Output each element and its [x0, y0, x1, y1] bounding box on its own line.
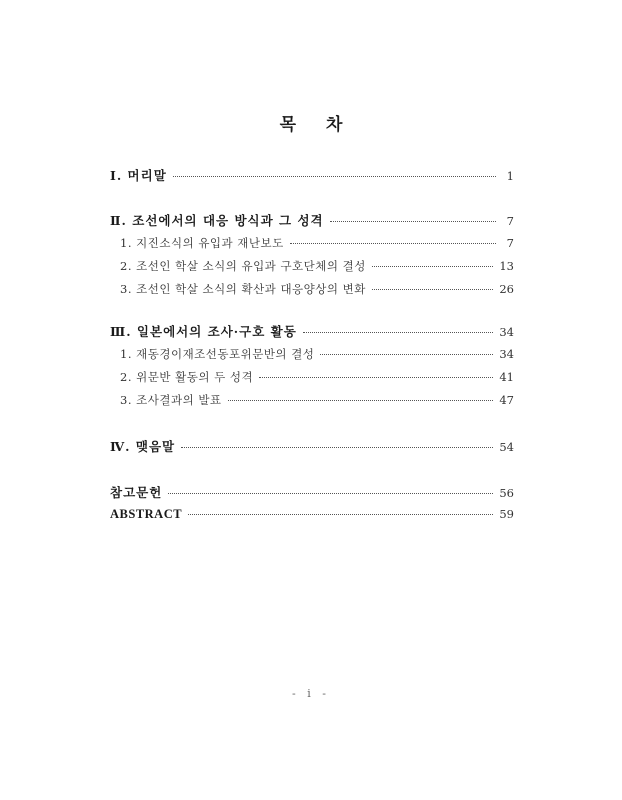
dot-leader [330, 220, 496, 222]
toc-entry-2-3[interactable] [120, 281, 514, 299]
toc-entry-label: 2. 조선인 학살 소식의 유입과 구호단체의 결성 [120, 259, 366, 273]
toc-entry-2-1[interactable] [120, 235, 514, 253]
page-number: - i - [292, 687, 330, 700]
toc-entry-chapter-3[interactable] [110, 322, 514, 340]
toc-entry-page: 7 [506, 236, 514, 250]
dot-leader [228, 399, 494, 401]
toc-entry-label: Ⅰ. 머리말 [110, 168, 167, 183]
dot-leader [173, 175, 496, 177]
toc-entry-page: 56 [499, 486, 514, 500]
toc-entry-page: 47 [499, 393, 514, 407]
toc-entry-label: 3. 조사결과의 발표 [120, 393, 222, 407]
toc-entry-page: 54 [499, 440, 514, 454]
toc-entry-label: Ⅳ. 맺음말 [110, 439, 176, 454]
toc-entry-conclusion[interactable] [110, 437, 514, 455]
toc-entry-abstract[interactable] [110, 507, 514, 525]
toc-entry-label: 3. 조선인 학살 소식의 확산과 대응양상의 변화 [120, 282, 366, 296]
toc-entry-3-1[interactable] [120, 346, 514, 364]
toc-entry-page: 34 [499, 325, 514, 339]
toc-entry-label: 2. 위문반 활동의 두 성격 [120, 370, 254, 384]
dot-leader [168, 492, 493, 494]
toc-entry-introduction[interactable] [110, 166, 514, 184]
toc-entry-label: Ⅲ. 일본에서의 조사·구호 활동 [110, 324, 297, 339]
dot-leader [320, 353, 493, 355]
toc-entry-label: Ⅱ. 조선에서의 대응 방식과 그 성격 [110, 213, 324, 228]
toc-entry-page: 59 [499, 507, 514, 521]
toc-entry-page: 1 [506, 169, 514, 183]
toc-entry-page: 41 [499, 370, 514, 384]
toc-entry-label: 1. 재동경이재조선동포위문반의 결성 [120, 347, 315, 361]
dot-leader [303, 331, 494, 333]
toc-entry-label: ABSTRACT [110, 507, 183, 521]
dot-leader [372, 265, 493, 267]
page-title: 목 차 [279, 115, 355, 135]
dot-leader [290, 242, 496, 244]
dot-leader [259, 376, 493, 378]
toc-entry-3-3[interactable] [120, 392, 514, 410]
dot-leader [372, 288, 493, 290]
toc-entry-page: 13 [499, 259, 514, 273]
toc-entry-references[interactable] [110, 483, 514, 501]
toc-entry-page: 26 [499, 282, 514, 296]
toc-entry-2-2[interactable] [120, 258, 514, 276]
dot-leader [188, 513, 493, 515]
toc-entry-label: 참고문헌 [110, 485, 163, 500]
dot-leader [181, 446, 493, 448]
toc-entry-page: 7 [506, 214, 514, 228]
toc-entry-chapter-2[interactable] [110, 211, 514, 229]
toc-entry-page: 34 [499, 347, 514, 361]
toc-entry-label: 1. 지진소식의 유입과 재난보도 [120, 236, 284, 250]
toc-entry-3-2[interactable] [120, 369, 514, 387]
